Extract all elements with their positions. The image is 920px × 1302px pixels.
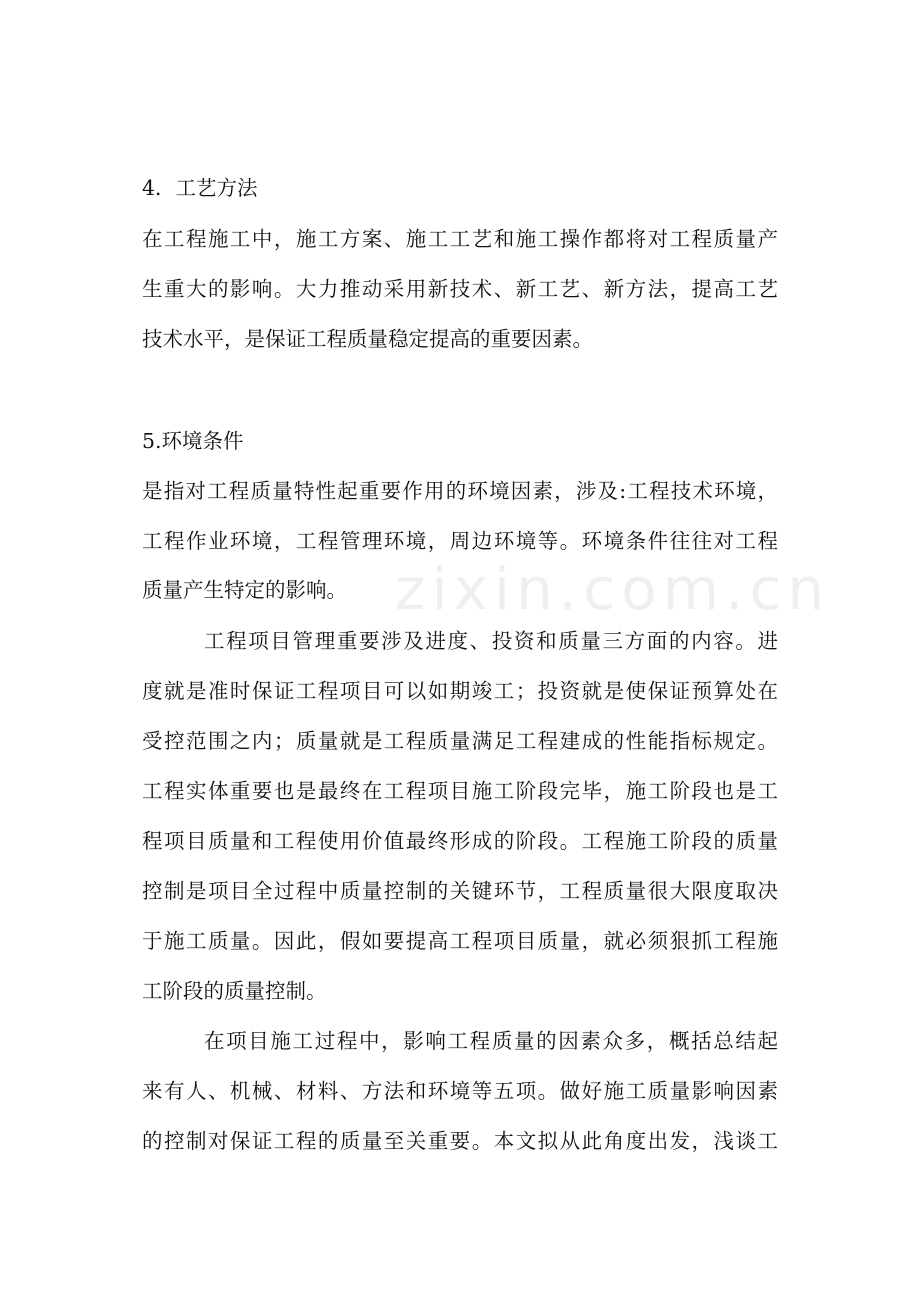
section-5-line-1: 是指对工程质量特性起重要作用的环境因素，涉及:工程技术环境， bbox=[142, 479, 778, 503]
section-5-heading: 5.环境条件 bbox=[142, 429, 244, 453]
section-5-line-3: 质量产生特定的影响。 bbox=[142, 578, 347, 602]
paragraph-1-line-8: 工阶段的质量控制。 bbox=[142, 979, 327, 1003]
paragraph-2-line-1: 在项目施工过程中，影响工程质量的因素众多，概括总结起 bbox=[204, 1029, 778, 1053]
paragraph-1-line-4: 工程实体重要也是最终在工程项目施工阶段完毕，施工阶段也是工 bbox=[142, 779, 778, 803]
section-4-line-2: 生重大的影响。大力推动采用新技术、新工艺、新方法，提高工艺 bbox=[142, 277, 778, 301]
paragraph-1-line-5: 程项目质量和工程使用价值最终形成的阶段。工程施工阶段的质量 bbox=[142, 829, 778, 853]
section-5-line-2: 工程作业环境，工程管理环境，周边环境等。环境条件往往对工程 bbox=[142, 529, 778, 553]
section-4-line-3: 技术水平，是保证工程质量稳定提高的重要因素。 bbox=[142, 327, 593, 351]
paragraph-1-line-1: 工程项目管理重要涉及进度、投资和质量三方面的内容。进 bbox=[204, 629, 778, 653]
paragraph-2-line-2: 来有人、机械、材料、方法和环境等五项。做好施工质量影响因素 bbox=[142, 1079, 778, 1103]
paragraph-1-line-7: 于施工质量。因此，假如要提高工程项目质量，就必须狠抓工程施 bbox=[142, 929, 778, 953]
section-4-heading: 4．工艺方法 bbox=[142, 176, 258, 200]
paragraph-2-line-3: 的控制对保证工程的质量至关重要。本文拟从此角度出发，浅谈工 bbox=[142, 1129, 778, 1153]
paragraph-1-line-2: 度就是准时保证工程项目可以如期竣工；投资就是使保证预算处在 bbox=[142, 679, 778, 703]
section-4-line-1: 在工程施工中，施工方案、施工工艺和施工操作都将对工程质量产 bbox=[142, 227, 778, 251]
paragraph-1-line-3: 受控范围之内；质量就是工程质量满足工程建成的性能指标规定。 bbox=[142, 729, 778, 753]
paragraph-1-line-6: 控制是项目全过程中质量控制的关键环节，工程质量很大限度取决 bbox=[142, 879, 778, 903]
watermark: zixin.com.cn bbox=[395, 555, 831, 623]
